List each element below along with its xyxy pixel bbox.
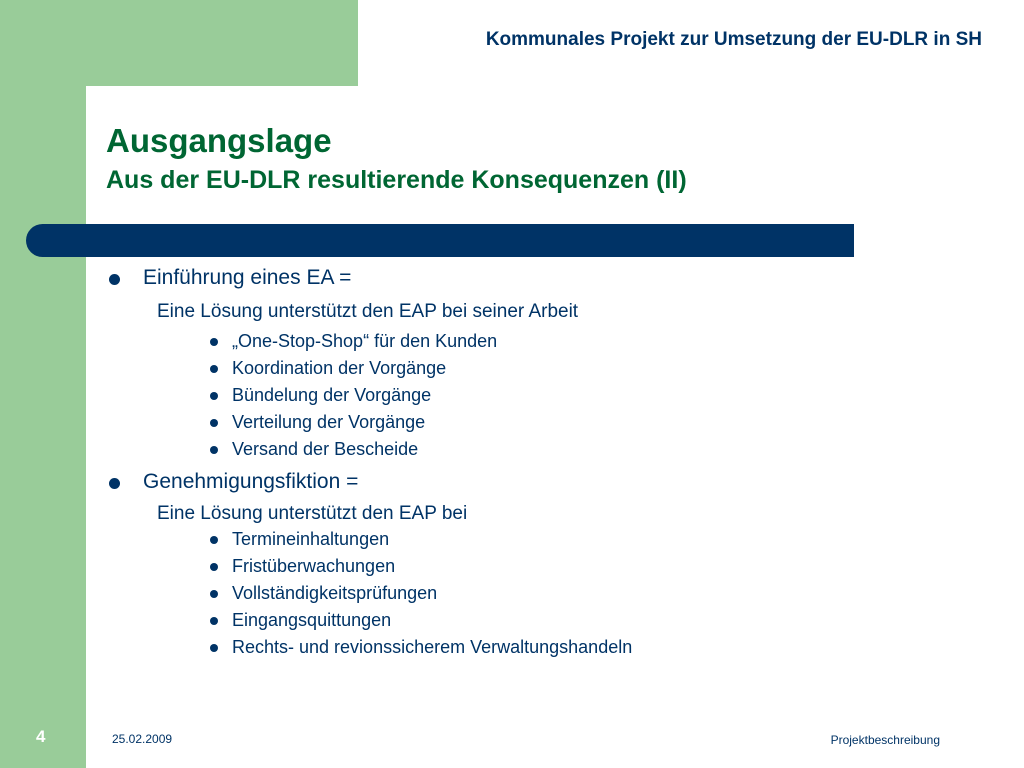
list-item-text: „One-Stop-Shop“ für den Kunden [232, 331, 498, 351]
list-item-text: Termineinhaltungen [232, 529, 390, 549]
list-item [232, 358, 446, 379]
list-item-text: Fristüberwachungen [232, 556, 396, 576]
list-item-text: Verteilung der Vorgänge [232, 412, 426, 432]
list-item [232, 439, 418, 460]
list-item [232, 412, 425, 433]
bullet-icon [210, 446, 218, 454]
slide-title: Ausgangslage [106, 122, 332, 159]
list-item [232, 556, 395, 577]
footer-date: 25.02.2009 [112, 732, 173, 746]
list-item-text: Bündelung der Vorgänge [232, 385, 432, 405]
list-item-text: Rechts- und revionssicherem Verwaltungshandeln [232, 637, 633, 657]
list-item [232, 583, 437, 604]
bullet-icon [210, 365, 218, 373]
bullet-icon [210, 563, 218, 571]
bullet-icon [210, 392, 218, 400]
slide-subtitle: Aus der EU-DLR resultierende Konsequenzen (II) [106, 166, 687, 194]
list-item-text: Versand der Bescheide [232, 439, 419, 459]
bullet-icon [210, 536, 218, 544]
bullet-icon [210, 338, 218, 346]
page-number: 4 [36, 727, 46, 746]
bullet-icon [210, 590, 218, 598]
header-title: Kommunales Projekt zur Umsetzung der EU-DLR in SH [485, 29, 982, 50]
section-heading [143, 266, 351, 290]
footer-label: Projektbeschreibung [830, 733, 940, 747]
section-heading-text: Einführung eines EA = [143, 266, 352, 289]
list-item [232, 529, 389, 550]
list-item [232, 610, 391, 631]
list-item-text: Koordination der Vorgänge [232, 358, 447, 378]
section-heading-text: Genehmigungsfiktion = [143, 470, 359, 493]
list-item-text: Eingangsquittungen [232, 610, 392, 630]
bullet-icon [109, 478, 120, 489]
bullet-icon [210, 644, 218, 652]
list-item-text: Vollständigkeitsprüfungen [232, 583, 438, 603]
list-item [232, 637, 632, 658]
bullet-icon [210, 419, 218, 427]
section-description: Eine Lösung unterstützt den EAP bei [157, 503, 468, 524]
list-item [232, 331, 497, 352]
bullet-icon [109, 274, 120, 285]
section-description: Eine Lösung unterstützt den EAP bei seiner Arbeit [157, 301, 579, 322]
list-item [232, 385, 431, 406]
section-heading [143, 470, 358, 494]
bullet-icon [210, 617, 218, 625]
